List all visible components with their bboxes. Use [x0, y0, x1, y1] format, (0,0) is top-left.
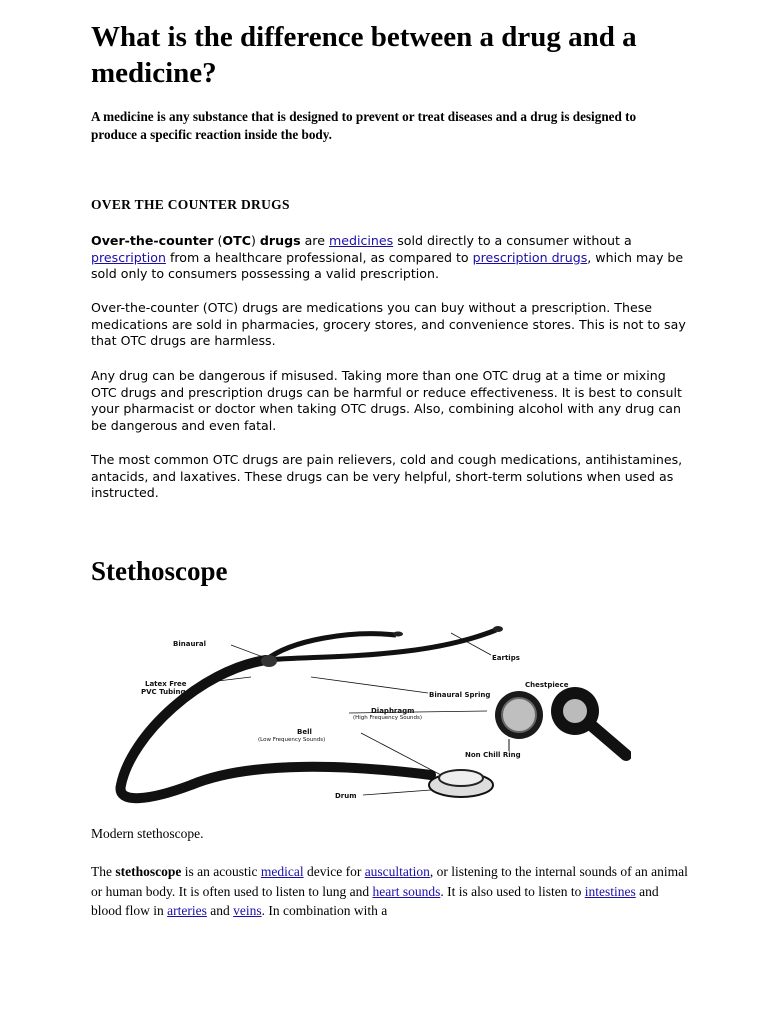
- stethoscope-illustration: [91, 615, 631, 815]
- chestpiece-diaphragm: [502, 698, 536, 732]
- figure-caption: Modern stethoscope.: [91, 826, 204, 841]
- eartip-right: [493, 626, 503, 632]
- text-run: and: [206, 903, 234, 918]
- label-eartips: Eartips: [492, 654, 520, 662]
- label-binaural-spring: Binaural Spring: [429, 691, 491, 699]
- label-bell-sub: (Low Frequency Sounds): [258, 737, 326, 743]
- intro-paragraph: A medicine is any substance that is designed to prevent or treat diseases and a drug is designed to produce a specific reaction inside the body.: [91, 109, 637, 142]
- link-prescription[interactable]: prescription: [91, 249, 166, 265]
- label-drum: Drum: [335, 792, 357, 800]
- otc-paragraph-3: Any drug can be dangerous if misused. Taking more than one OTC drug at a time or mixing OTC drugs and prescription drugs can be harmful or reduce effectiveness. It is best to consult your pharmacist or doctor when taking OTC drugs. Also, combining alcohol with any drug can be dangerous and even fatal.: [91, 368, 682, 433]
- link-veins[interactable]: veins: [233, 903, 262, 918]
- label-non-chill-ring: Non Chill Ring: [465, 751, 521, 759]
- otc-paragraph-2: Over-the-counter (OTC) drugs are medications you can buy without a prescription. These medications are sold in pharmacies, grocery stores, and convenience stores. This is not to say that OTC drugs are harmless.: [91, 300, 686, 349]
- text-run: . It is also used to listen to: [440, 883, 585, 899]
- label-bell: Bell: [297, 728, 312, 736]
- bold-otc: OTC: [222, 233, 251, 248]
- link-prescription-drugs[interactable]: prescription drugs: [472, 249, 588, 265]
- text-run: is an acoustic: [181, 864, 261, 879]
- stethoscope-heading: Stethoscope: [91, 556, 228, 586]
- text-run: from a healthcare professional, as compared to: [165, 249, 473, 265]
- otc-paragraph-4: The most common OTC drugs are pain relievers, cold and cough medications, antihistamines, antacids, and laxatives. These drugs can be very helpful, short-term solutions when used as instructed.: [91, 452, 683, 501]
- chestpiece-stem: [591, 725, 626, 755]
- bold-drugs: drugs: [259, 233, 301, 248]
- link-intestines[interactable]: intestines: [584, 883, 636, 899]
- text-run: (: [213, 233, 223, 248]
- label-binaural: Binaural: [173, 640, 207, 648]
- text-run: device for: [303, 864, 365, 879]
- bold-term: Over-the-counter: [91, 233, 214, 248]
- link-auscultation[interactable]: auscultation: [364, 864, 430, 879]
- stethoscope-paragraph: [91, 862, 691, 921]
- text-run: , which may be sold only to consumers possessing a valid prescription.: [91, 249, 684, 282]
- diaphragm-pointer: [349, 711, 487, 713]
- label-diaphragm-sub: (High Frequency Sounds): [353, 715, 423, 721]
- page-title: What is the difference between a drug and a medicine?: [91, 21, 637, 89]
- text-run: ): [250, 233, 260, 248]
- link-medical[interactable]: medical: [260, 864, 304, 879]
- eartip-left: [393, 632, 403, 637]
- text-run: . In combination with a: [261, 903, 388, 918]
- binaural-pointer: [231, 645, 263, 657]
- spring-pointer: [311, 677, 428, 693]
- text-run: are: [300, 233, 329, 248]
- label-pvc-tubing: PVC Tubing: [141, 688, 186, 696]
- chestpiece-back-center: [563, 699, 587, 723]
- text-run: , or listening to the internal sounds of an animal or human body. It is often used to listen to lung and: [91, 864, 688, 899]
- text-run: The: [91, 864, 116, 879]
- binaural-junction: [261, 655, 277, 667]
- text-run: sold directly to a consumer without a: [393, 233, 632, 248]
- bold-stethoscope: stethoscope: [115, 864, 182, 879]
- stethoscope-diagram: [91, 615, 631, 815]
- link-medicines[interactable]: medicines: [328, 233, 394, 248]
- label-diaphragm: Diaphragm: [371, 707, 415, 715]
- otc-definition-paragraph: [91, 233, 691, 283]
- otc-section-heading: OVER THE COUNTER DRUGS: [91, 197, 290, 212]
- bell-shape: [439, 770, 483, 786]
- link-arteries[interactable]: arteries: [167, 903, 207, 918]
- link-heart-sounds[interactable]: heart sounds: [372, 883, 441, 899]
- text-run: and blood flow in: [91, 883, 659, 918]
- label-chestpiece: Chestpiece: [525, 681, 569, 689]
- drum-pointer: [363, 790, 431, 795]
- label-latex-free: Latex Free: [145, 680, 187, 688]
